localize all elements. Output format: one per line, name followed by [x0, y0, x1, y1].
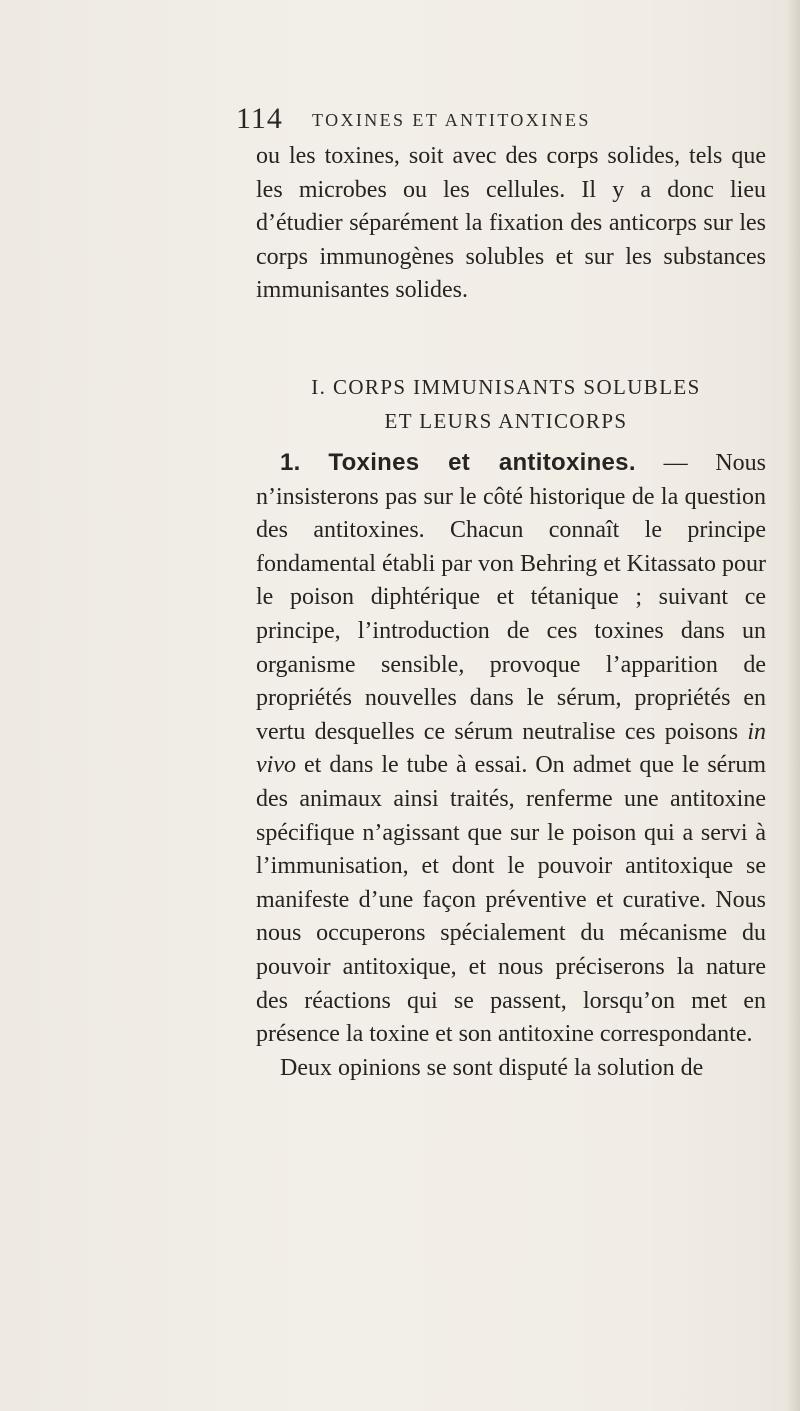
page-header	[236, 102, 752, 136]
running-title: TOXINES ET ANTITOXINES	[312, 110, 591, 130]
subsection-number: 1.	[280, 449, 301, 476]
section-heading	[256, 370, 756, 438]
page-number: 114	[236, 102, 283, 135]
subsection-block	[256, 446, 766, 1085]
subsection-text-part-1: Nous n’insisterons pas sur le côté historique de la question des antitoxines. Chacun connaît le principe fondamental établi par von Behring et Kitassato pour le poison diphtérique et tétanique ; suivant ce principe, l’introduction de ces toxines dans un organisme sensible, provoque l’apparition de propriétés nouvelles dans le sérum, propriétés en vertu desquelles ce sérum neutralise ces poisons	[256, 450, 767, 745]
subsection-text-part-2: et dans le tube à essai. On admet que le sérum des animaux ainsi traités, renferme une antitoxine spécifique n’agissant que sur le poison qui a servi à l’immunisation, et dont le pouvoir antitoxique se manifeste d’une façon préventive et curative. Nous nous occuperons spécialement du mécanisme du pouvoir antitoxique, et nous préciserons la nature des réactions qui se passent, lorsqu’on met en présence la toxine et son antitoxine correspondante.	[256, 752, 766, 1048]
subsection-paragraph	[256, 446, 766, 1052]
section-heading-line-2: ET LEURS ANTICORPS	[384, 409, 628, 433]
intro-paragraph: ou les toxines, soit avec des corps solides, tels que les microbes ou les cellules. Il y a donc lieu d’étudier séparément la fixation des anticorps sur les corps immunogènes solubles et sur les substances immunisantes solides.	[256, 143, 766, 304]
page-edge-shadow	[786, 0, 800, 1411]
next-paragraph-start: Deux opinions se sont disputé la solution de	[280, 1054, 704, 1081]
intro-paragraph-block	[256, 140, 766, 308]
subsection-dash: —	[635, 450, 716, 476]
section-heading-line-1: I. CORPS IMMUNISANTS SOLUBLES	[311, 375, 701, 399]
subsection-title: Toxines et antitoxines.	[328, 449, 636, 476]
italic-in-vivo: in vivo	[256, 718, 767, 779]
